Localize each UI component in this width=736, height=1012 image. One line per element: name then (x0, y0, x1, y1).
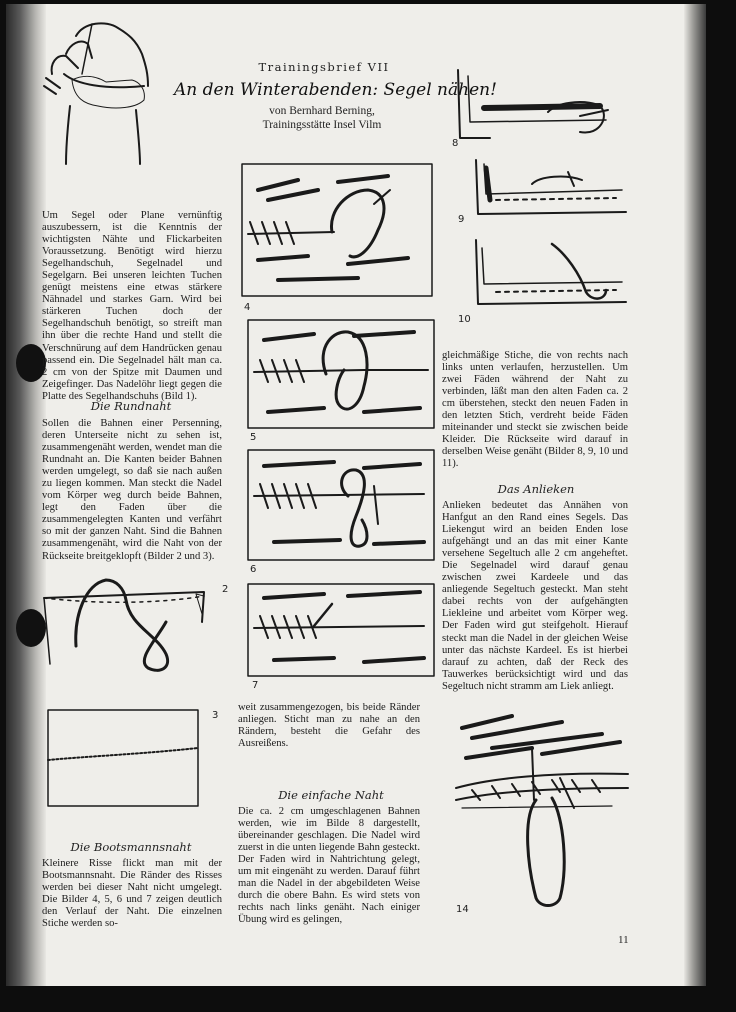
intro-paragraph: Um Segel oder Plane vernünftig auszubessern, ist die Kenntnis der wichtigsten Nähte und Flickarbeiten Voraussetzung. Benötigt wird hierzu Segelhandschuh, Segelnadel und Segelgarn. Bei unseren leichten Tuchen genügt meistens eine etwas stärkere Nähnadel und starkes Garn. Wird bei stärkeren Tuchen doch der Segelhandschuh benötigt, so streift man ihn über die rechte Hand und stellt die Verschnürung auf dem Handrücken genau passend ein. Die Segelnadel hält man ca. 2 cm von der Spitze mit Daumen und Zeigefinger. Das Nadelöhr liegt gegen die Platte des Segelhandschuhs (Bild 1). (42, 210, 222, 402)
figure-14-label: 14 (456, 904, 469, 915)
middle-continuation-paragraph: weit zusammengezogen, bis beide Ränder anliegen. Sticht man zu nahe an den Rändern, besteht die Gefahr des Ausreißens. (238, 702, 420, 750)
heading-rundnaht: Die Rundnaht (90, 399, 172, 413)
heading-einfache-naht: Die einfache Naht (278, 788, 384, 802)
page-edge (684, 4, 706, 986)
figure-6-bootsmannsnaht (244, 446, 444, 576)
figure-4-bootsmannsnaht (238, 160, 438, 313)
figure-4-label: 4 (244, 302, 251, 313)
figure-14-anlieken (452, 708, 632, 928)
page-number: 11 (618, 934, 629, 946)
figure-3-rundnaht-flat (42, 704, 232, 814)
figure-2-label: 2 (222, 584, 229, 595)
rundnaht-paragraph: Sollen die Bahnen einer Persenning, deren Unterseite nicht zu sehen ist, zusammengenäht werden, wendet man die Rundnaht an. Die Kanten beider Bahnen werden umgelegt, so daß sie nach außen zu liegen kommen. Man steckt die Nadel vom Körper weg durch beide Bahnen, legt den Faden über die zusammengelegten Kanten und verfährt so mit der ganzen Naht. Sind die Bahnen zusammengenäht, wird die Naht von der Rückseite breitgeklopft (Bilder 2 und 3). (42, 418, 222, 562)
figure-5-bootsmannsnaht (244, 316, 444, 444)
figure-9-einfache-naht (456, 154, 636, 234)
heading-bootsmannsnaht: Die Bootsmannsnaht (70, 840, 192, 854)
figure-10-einfache-naht (456, 234, 636, 324)
heading-anlieken: Das Anlieken (497, 482, 575, 496)
figure-8-einfache-naht (450, 66, 630, 152)
right-continuation-paragraph: gleichmäßige Stiche, die von rechts nach links unten verlaufen, herzustellen. Um zwei Fäden während der Naht zu verbinden, läßt man den alten Faden ca. 2 cm überstehen, steckt den neuen Faden in den letzten Stich, verdreht beide Fäden miteinander und steckt sie zwischen beide Kleider. Die Rückseite wird darauf in derselben Weise genäht (Bilder 8, 9, 10 und 11). (442, 350, 628, 470)
figure-6-label: 6 (250, 564, 257, 575)
einfache-naht-paragraph: Die ca. 2 cm umgeschlagenen Bahnen werden, wie im Bilde 8 dargestellt, übereinander geschlagen. Die Nadel wird zuerst in die unten liegende Bahn gesteckt. Der Faden wird in Nahtrichtung gelegt, um mit eingenäht zu werden. Darauf führt man die Nadel in der abgebildeten Weise durch die obere Bahn. Es wird stets von rechts nach links genäht. Nach einiger Übung wird es gelingen, (238, 806, 420, 926)
article-title: An den Winterabenden: Segel nähen! (174, 80, 497, 100)
figure-2-rundnaht (36, 574, 236, 684)
figure-7-bootsmannsnaht (244, 580, 444, 690)
figure-10-label: 10 (458, 314, 471, 325)
figure-1-glove-hand (36, 14, 186, 194)
anlieken-paragraph: Anlieken bedeutet das Annähen von Hanfgut an den Rand eines Segels. Das Liekengut wird an beiden Enden lose aufgehängt und an das mit einer Kante versehene Segeltuch alle 2 cm angeheftet. Die Segelnadel wird darauf genau zwischen zwei Kardeele und das anliegende Segeltuch gesteckt. Man steht dabei rechts von der aufgehängten Liekleine und arbeitet vom Körper weg. Der Faden wird gut steifgeholt. Hierauf steckt man die Nadel in der gleichen Weise unter das nächste Kardeel. Es ist hierbei darauf zu achten, daß der Reck des Tauwerkes berücksichtigt wird und das Segeltuch nicht stramm am Liek anliegt. (442, 500, 628, 692)
author-block (222, 104, 422, 132)
figure-3-label: 3 (212, 710, 219, 721)
figure-9-label: 9 (458, 214, 465, 225)
figure-7-label: 7 (252, 680, 259, 691)
author-name: von Bernhard Berning, (269, 105, 375, 117)
figure-5-label: 5 (250, 432, 257, 443)
series-title: Trainingsbrief VII (258, 60, 390, 74)
figure-8-label: 8 (452, 138, 459, 149)
magazine-page (6, 4, 706, 986)
author-affiliation: Trainingsstätte Insel Vilm (262, 119, 382, 131)
bootsmannsnaht-paragraph: Kleinere Risse flickt man mit der Bootsmannsnaht. Die Ränder des Risses werden bei dieser Naht nicht umgelegt. Die Bilder 4, 5, 6 und 7 zeigen deutlich den Verlauf der Naht. Die einzelnen Stiche werden so- (42, 858, 222, 930)
